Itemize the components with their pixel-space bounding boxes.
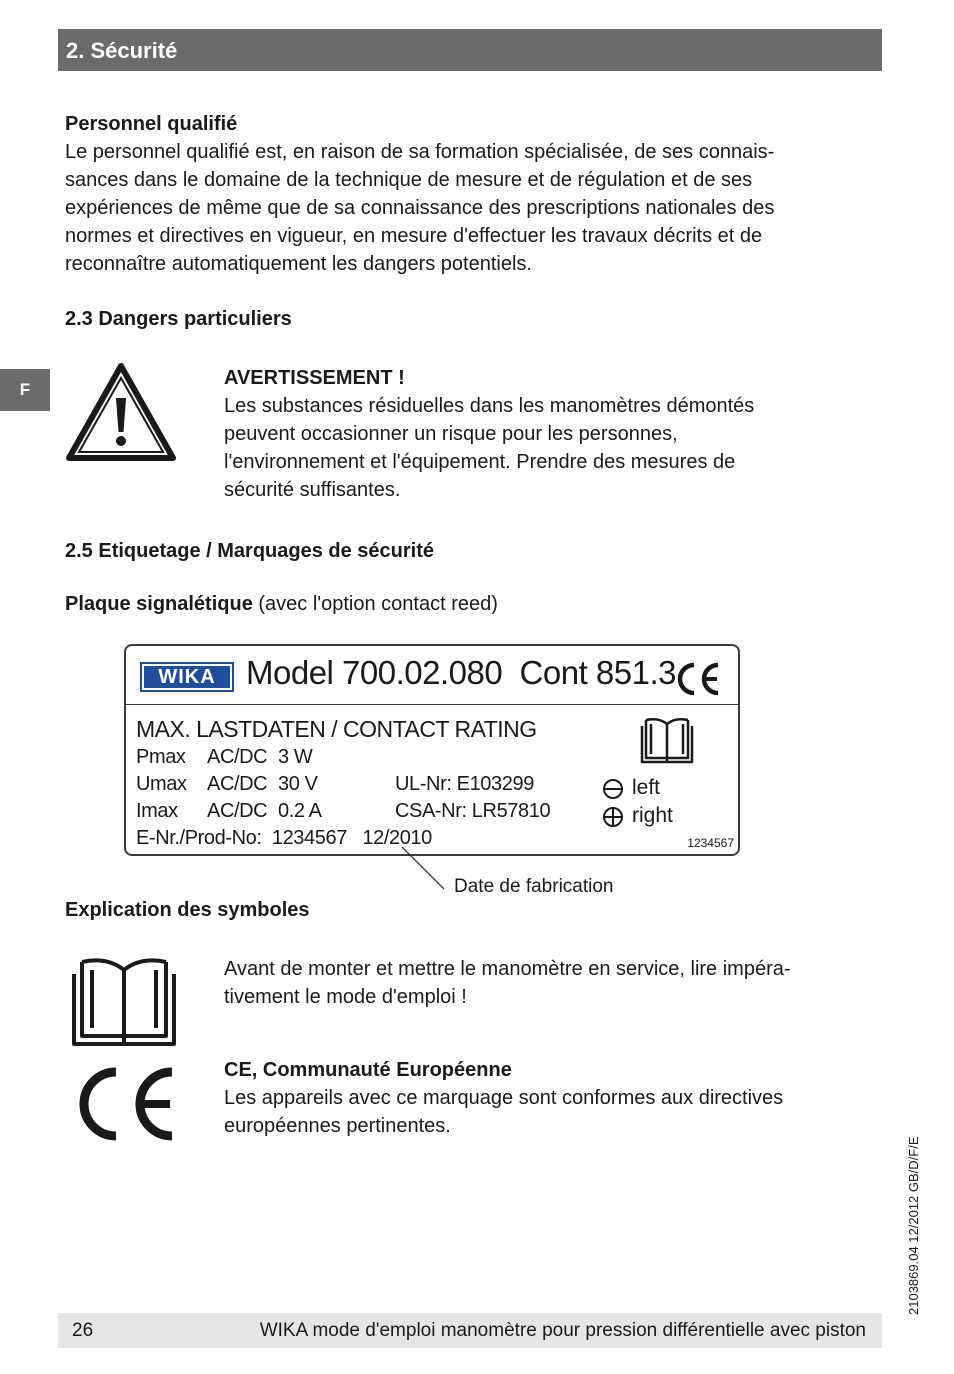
nameplate-divider	[126, 704, 738, 705]
page-number: 26	[72, 1320, 94, 1341]
qualified-personnel-line: expériences de même que de sa connaissance des prescriptions nationales des	[65, 197, 775, 219]
nameplate-model: Model 700.02.080 Cont 851.3	[246, 654, 677, 691]
warning-line: Les substances résiduelles dans les manomètres démontés	[224, 395, 755, 417]
nameplate-row-value: 30 V	[278, 773, 318, 795]
ce-mark-icon	[672, 660, 722, 703]
warning-line: sécurité suffisantes.	[224, 479, 401, 501]
ce-explanation-line: Les appareils avec ce marquage sont conformes aux directives	[224, 1087, 784, 1109]
qualified-personnel-line: sances dans le domaine de la technique de mesure et de régulation et de ses	[65, 169, 753, 191]
labelling-heading: 2.5 Etiquetage / Marquages de sécurité	[65, 540, 435, 562]
nameplate-row-type: AC/DC	[207, 800, 268, 822]
nameplate-row-type: AC/DC	[207, 746, 268, 768]
qualified-personnel-line: reconnaître automatiquement les dangers potentiels.	[65, 253, 532, 275]
section-title: 2. Sécurité	[66, 38, 178, 63]
warning-block	[224, 364, 864, 504]
warning-line: l'environnement et l'équipement. Prendre des mesures de	[224, 451, 736, 473]
nameplate-caption	[65, 590, 498, 618]
nameplate-row-type: AC/DC	[207, 773, 268, 795]
manual-explanation	[224, 955, 884, 1011]
minus-circle-icon	[602, 778, 624, 805]
ce-mark-large-icon	[70, 1064, 178, 1149]
manual-explanation-line: Avant de monter et mettre le manomètre en service, lire impéra-	[224, 958, 791, 980]
nameplate-row-name: Umax	[136, 773, 187, 795]
nameplate-prod-line: E-Nr./Prod-No: 1234567 12/2010	[136, 827, 432, 849]
nameplate-row-extra: UL-Nr: E103299	[395, 773, 534, 795]
left-label: left	[632, 776, 661, 799]
nameplate-row-name: Imax	[136, 800, 178, 822]
manual-book-large-icon	[70, 956, 178, 1053]
manual-book-icon	[638, 716, 696, 771]
special-dangers-heading: 2.3 Dangers particuliers	[65, 308, 292, 330]
manual-explanation-line: tivement le mode d'emploi !	[224, 986, 467, 1008]
nameplate-row-extra: CSA-Nr: LR57810	[395, 800, 551, 822]
nameplate-rating-heading: MAX. LASTDATEN / CONTACT RATING	[136, 716, 537, 742]
wika-logo	[140, 662, 234, 692]
footer-title: WIKA mode d'emploi manomètre pour pression différentielle avec piston	[259, 1320, 866, 1341]
nameplate-row-value: 0.2 A	[278, 800, 322, 822]
warning-title: AVERTISSEMENT !	[224, 367, 405, 389]
qualified-personnel-line: Le personnel qualifié est, en raison de sa formation spécialisée, de ses connais-	[65, 141, 775, 163]
qualified-personnel-heading: Personnel qualifié	[65, 113, 238, 135]
qualified-personnel-section	[65, 110, 885, 278]
ce-explanation-line: européennes pertinentes.	[224, 1115, 451, 1137]
symbols-heading: Explication des symboles	[65, 899, 310, 921]
nameplate-caption-rest: (avec l'option contact reed)	[252, 593, 498, 615]
warning-triangle-icon	[65, 362, 177, 467]
nameplate-caption-bold: Plaque signalétique	[65, 593, 253, 615]
footer-bar	[58, 1313, 882, 1348]
document-code: 2103869.04 12/2012 GB/D/F/E	[906, 1136, 921, 1315]
ce-title: CE, Communauté Européenne	[224, 1059, 512, 1081]
date-callout-label: Date de fabrication	[454, 876, 614, 897]
nameplate	[124, 644, 740, 856]
warning-line: peuvent occasionner un risque pour les personnes,	[224, 423, 678, 445]
ce-explanation	[224, 1056, 884, 1140]
right-label: right	[632, 804, 673, 827]
section-header-bar	[58, 29, 882, 71]
nameplate-serial: 1234567	[687, 836, 734, 850]
wika-logo-text: WIKA	[144, 666, 230, 688]
qualified-personnel-line: normes et directives en vigueur, en mesure d'effectuer les travaux décrits et de	[65, 225, 763, 247]
language-tab: F	[0, 369, 50, 411]
date-callout-line	[400, 845, 460, 897]
nameplate-row-value: 3 W	[278, 746, 313, 768]
plus-circle-icon	[602, 806, 624, 833]
nameplate-row-name: Pmax	[136, 746, 186, 768]
